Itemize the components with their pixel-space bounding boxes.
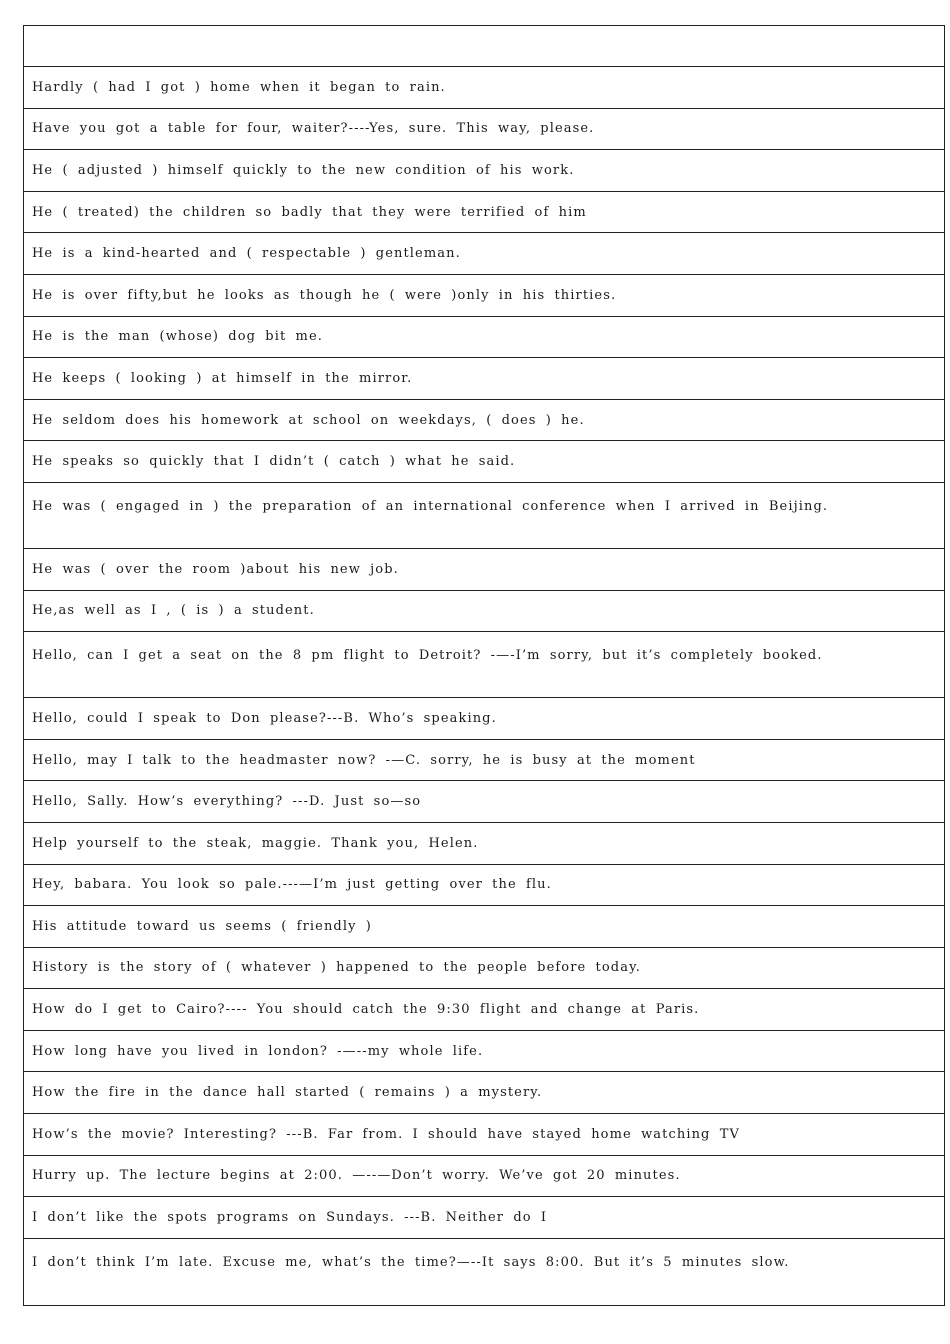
table-row — [24, 948, 944, 990]
row-text: History is the story of ( whatever ) happened to the people before today. — [32, 960, 642, 976]
row-text: Hey, babara. You look so pale.---—I’m just getting over the flu. — [32, 877, 552, 893]
row-text: Hello, could I speak to Don please?---B. Who’s speaking. — [32, 710, 497, 726]
table-row — [24, 906, 944, 948]
table-row — [24, 632, 944, 698]
table-row — [24, 865, 944, 907]
table-row — [24, 233, 944, 275]
row-text: His attitude toward us seems ( friendly ) — [32, 918, 372, 934]
row-text: He seldom does his homework at school on weekdays, ( does ) he. — [32, 412, 585, 428]
table-row — [24, 441, 944, 483]
row-text: He is a kind-hearted and ( respectable ) gentleman. — [32, 246, 461, 262]
table-row — [24, 400, 944, 442]
row-text: Help yourself to the steak, maggie. Thank you, Helen. — [32, 835, 479, 851]
row-text: Hardly ( had I got ) home when it began to rain. — [32, 79, 446, 95]
row-text: He,as well as I , ( is ) a student. — [32, 603, 315, 619]
row-text: Hurry up. The lecture begins at 2:00. —--—Don’t worry. We’ve got 20 minutes. — [32, 1168, 681, 1184]
question-table — [23, 25, 945, 1306]
table-header-row — [24, 26, 944, 67]
row-text: Have you got a table for four, waiter?----Yes, sure. This way, please. — [32, 121, 595, 137]
table-row — [24, 549, 944, 591]
row-text: Hello, Sally. How’s everything? ---D. Just so—so — [32, 794, 422, 810]
table-row — [24, 358, 944, 400]
row-text: How the fire in the dance hall started ( remains ) a mystery. — [32, 1085, 543, 1101]
row-text: How long have you lived in london? -—--my whole life. — [32, 1043, 484, 1059]
table-row — [24, 989, 944, 1031]
table-row — [24, 781, 944, 823]
row-text: He was ( over the room )about his new job. — [32, 561, 399, 577]
row-text: Hello, may I talk to the headmaster now? -—C. sorry, he is busy at the moment — [32, 752, 696, 768]
table-row — [24, 1239, 944, 1305]
row-text: How do I get to Cairo?---- You should catch the 9:30 flight and change at Paris. — [32, 1002, 700, 1018]
row-text: He ( adjusted ) himself quickly to the new condition of his work. — [32, 162, 575, 178]
table-row — [24, 317, 944, 359]
table-row — [24, 1197, 944, 1239]
row-text: He keeps ( looking ) at himself in the mirror. — [32, 370, 413, 386]
table-row — [24, 109, 944, 151]
table-row — [24, 591, 944, 633]
table-row — [24, 740, 944, 782]
table-row — [24, 823, 944, 865]
row-text: He is over fifty,but he looks as though he ( were )only in his thirties. — [32, 287, 617, 303]
table-row — [24, 1156, 944, 1198]
row-text: He ( treated) the children so badly that they were terrified of him — [32, 204, 587, 220]
table-row — [24, 483, 944, 549]
row-text: I don’t like the spots programs on Sundays. ---B. Neither do I — [32, 1210, 548, 1226]
row-text: Hello, can I get a seat on the 8 pm flight to Detroit? -—-I’m sorry, but it’s completely booked. — [32, 648, 823, 664]
table-row — [24, 1031, 944, 1073]
table-row — [24, 1072, 944, 1114]
row-text: He is the man (whose) dog bit me. — [32, 329, 323, 345]
table-row — [24, 67, 944, 109]
table-row — [24, 275, 944, 317]
row-text: He speaks so quickly that I didn’t ( catch ) what he said. — [32, 454, 516, 470]
row-text: He was ( engaged in ) the preparation of an international conference when I arrived in Beijing. — [32, 498, 829, 514]
row-text: How’s the movie? Interesting? ---B. Far from. I should have stayed home watching TV — [32, 1126, 740, 1142]
table-row — [24, 698, 944, 740]
table-row — [24, 192, 944, 234]
table-row — [24, 1114, 944, 1156]
table-row — [24, 150, 944, 192]
row-text: I don’t think I’m late. Excuse me, what’s the time?—--It says 8:00. But it’s 5 minutes slow. — [32, 1254, 790, 1270]
